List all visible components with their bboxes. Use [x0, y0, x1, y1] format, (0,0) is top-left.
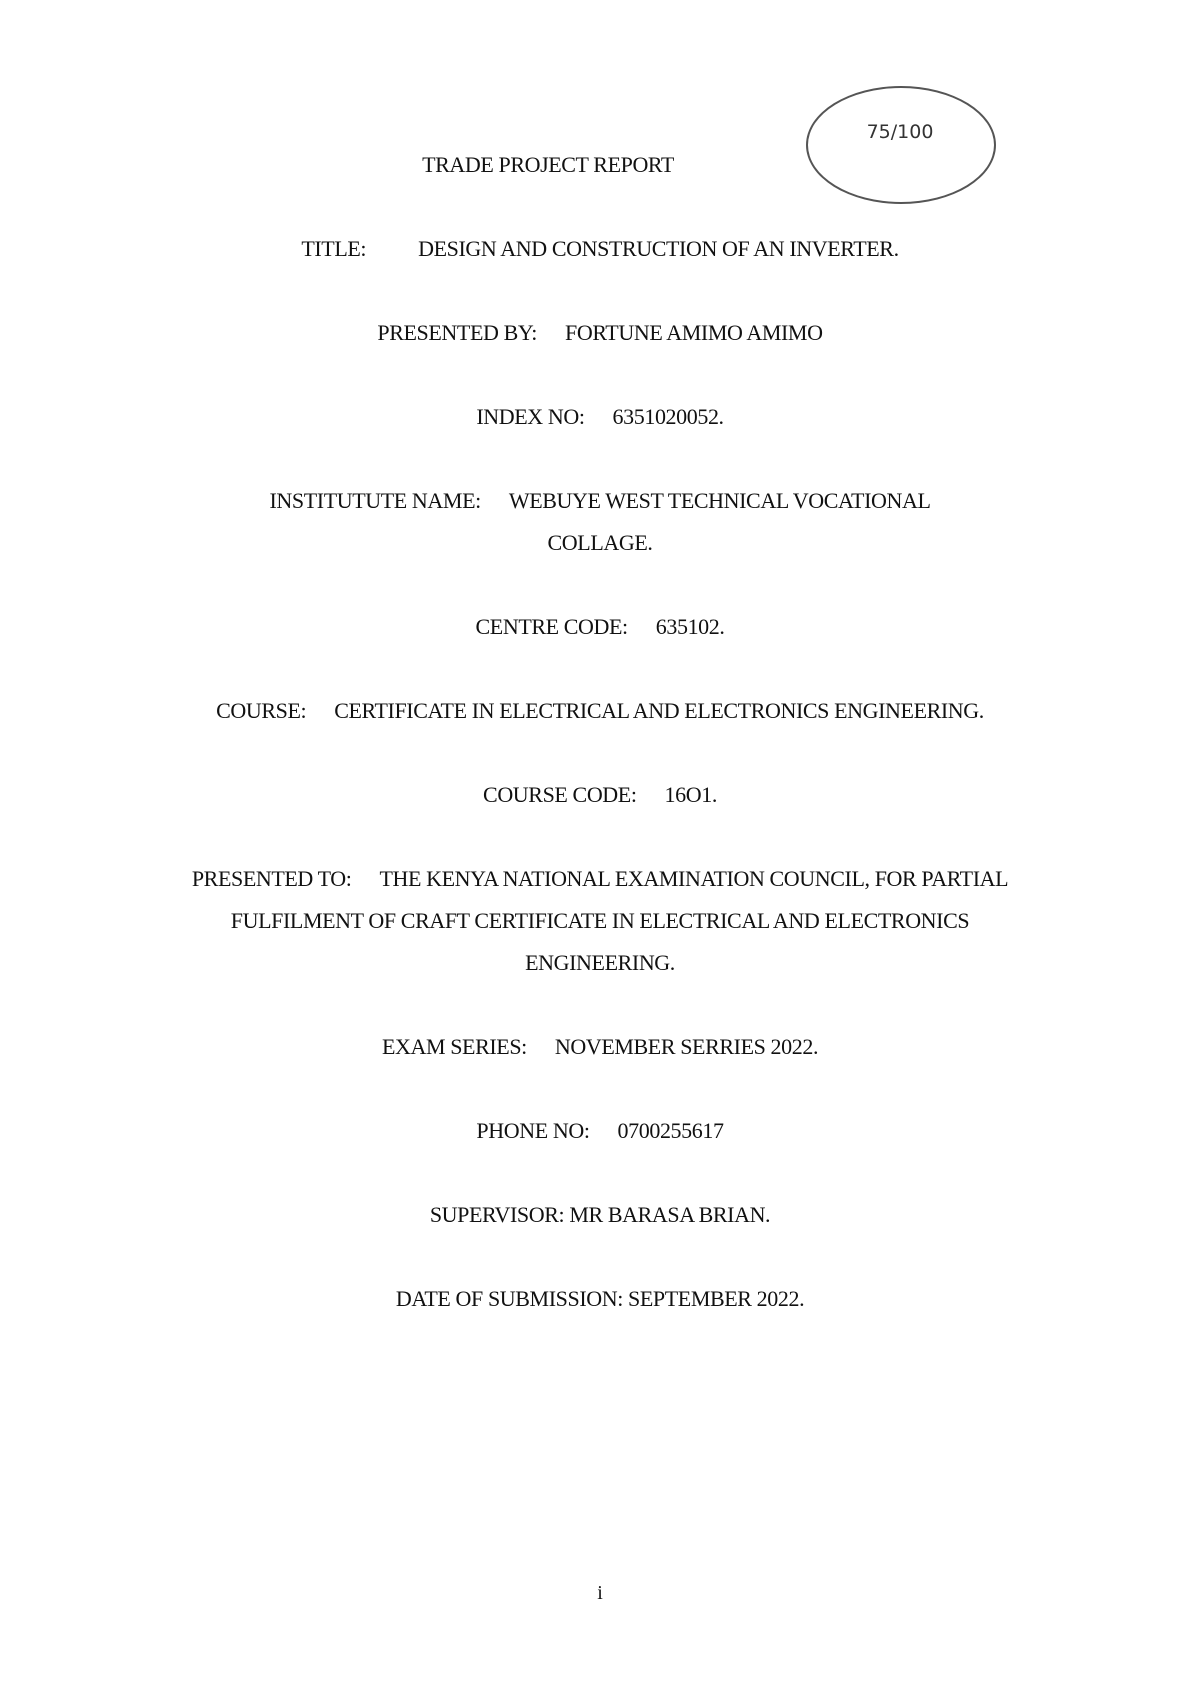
institute-line-2: COLLAGE. [547, 530, 653, 555]
centre-code-line [0, 612, 1200, 642]
presented-to-line-2: FULFILMENT OF CRAFT CERTIFICATE IN ELECTRICAL AND ELECTRONICS [230, 908, 970, 933]
centre-code-label: CENTRE CODE: [475, 614, 628, 639]
presented-to-label: PRESENTED TO: [191, 866, 352, 891]
exam-series-label: EXAM SERIES: [381, 1034, 527, 1059]
presented-by-value: FORTUNE AMIMO AMIMO [565, 320, 823, 345]
presented-by-line [0, 318, 1200, 348]
score-text: 75/100 [866, 121, 934, 143]
presented-to-line-1 [0, 864, 1200, 894]
exam-series-value: NOVEMBER SERRIES 2022. [554, 1034, 819, 1059]
institute-line-1 [0, 486, 1200, 516]
institute-label: INSTITUTUTE NAME: [269, 488, 481, 513]
title-line [0, 234, 1200, 264]
index-value: 6351020052. [612, 404, 724, 429]
course-line [0, 696, 1200, 726]
exam-series-line [0, 1032, 1200, 1062]
title-value: DESIGN AND CONSTRUCTION OF AN INVERTER. [418, 236, 899, 261]
phone-value: 0700255617 [617, 1118, 724, 1143]
course-value: CERTIFICATE IN ELECTRICAL AND ELECTRONICS ENGINEERING. [334, 698, 984, 723]
presented-to-value-line1: THE KENYA NATIONAL EXAMINATION COUNCIL, FOR PARTIAL [379, 866, 1009, 891]
page-number: i [597, 1582, 603, 1604]
phone-label: PHONE NO: [476, 1118, 590, 1143]
score-oval [806, 86, 996, 204]
submission-date-line: DATE OF SUBMISSION: SEPTEMBER 2022. [395, 1286, 805, 1311]
supervisor-line: SUPERVISOR: MR BARASA BRIAN. [429, 1202, 771, 1227]
index-line [0, 402, 1200, 432]
index-label: INDEX NO: [476, 404, 585, 429]
presented-to-line-3: ENGINEERING. [525, 950, 675, 975]
title-label: TITLE: [301, 236, 367, 261]
centre-code-value: 635102. [655, 614, 725, 639]
course-code-line [0, 780, 1200, 810]
course-code-label: COURSE CODE: [483, 782, 637, 807]
phone-line [0, 1116, 1200, 1146]
presented-by-label: PRESENTED BY: [377, 320, 538, 345]
report-heading: TRADE PROJECT REPORT [422, 152, 674, 177]
institute-value-line1: WEBUYE WEST TECHNICAL VOCATIONAL [508, 488, 931, 513]
course-label: COURSE: [216, 698, 307, 723]
course-code-value: 16O1. [664, 782, 717, 807]
